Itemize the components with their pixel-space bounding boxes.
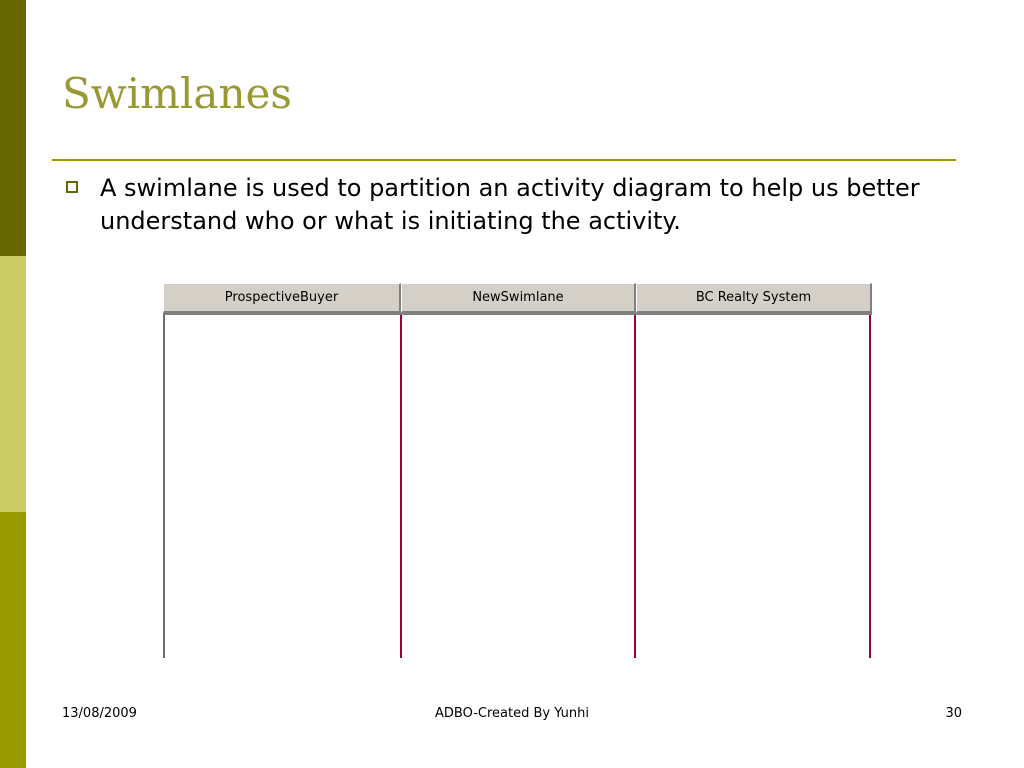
footer-page-number: 30 [945,706,962,721]
sidebar-top-block [0,0,26,256]
footer-date: 13/08/2009 [62,706,137,721]
bullet-text: A swimlane is used to partition an activity diagram to help us better understand who or what is initiating the activity. [100,174,920,235]
slide-title: Swimlanes [62,69,292,118]
sidebar-bottom-block [0,512,26,768]
swimlane-header-new-swimlane[interactable]: NewSwimlane [401,283,636,313]
footer-credit: ADBO-Created By Yunhi [435,706,589,721]
swimlane-body [163,315,872,658]
swimlane-header-row [163,282,872,314]
title-underline [52,159,956,161]
lane-divider [869,315,871,658]
diagram-left-edge [163,315,165,658]
swimlane-diagram [163,282,872,658]
hollow-square-bullet-icon [66,181,78,193]
sidebar-middle-block [0,256,26,512]
decorative-sidebar [0,0,26,768]
swimlane-header-prospective-buyer[interactable]: ProspectiveBuyer [163,283,401,313]
swimlane-header-bc-realty-system[interactable]: BC Realty System [636,283,872,313]
lane-divider [400,315,402,658]
lane-divider [634,315,636,658]
